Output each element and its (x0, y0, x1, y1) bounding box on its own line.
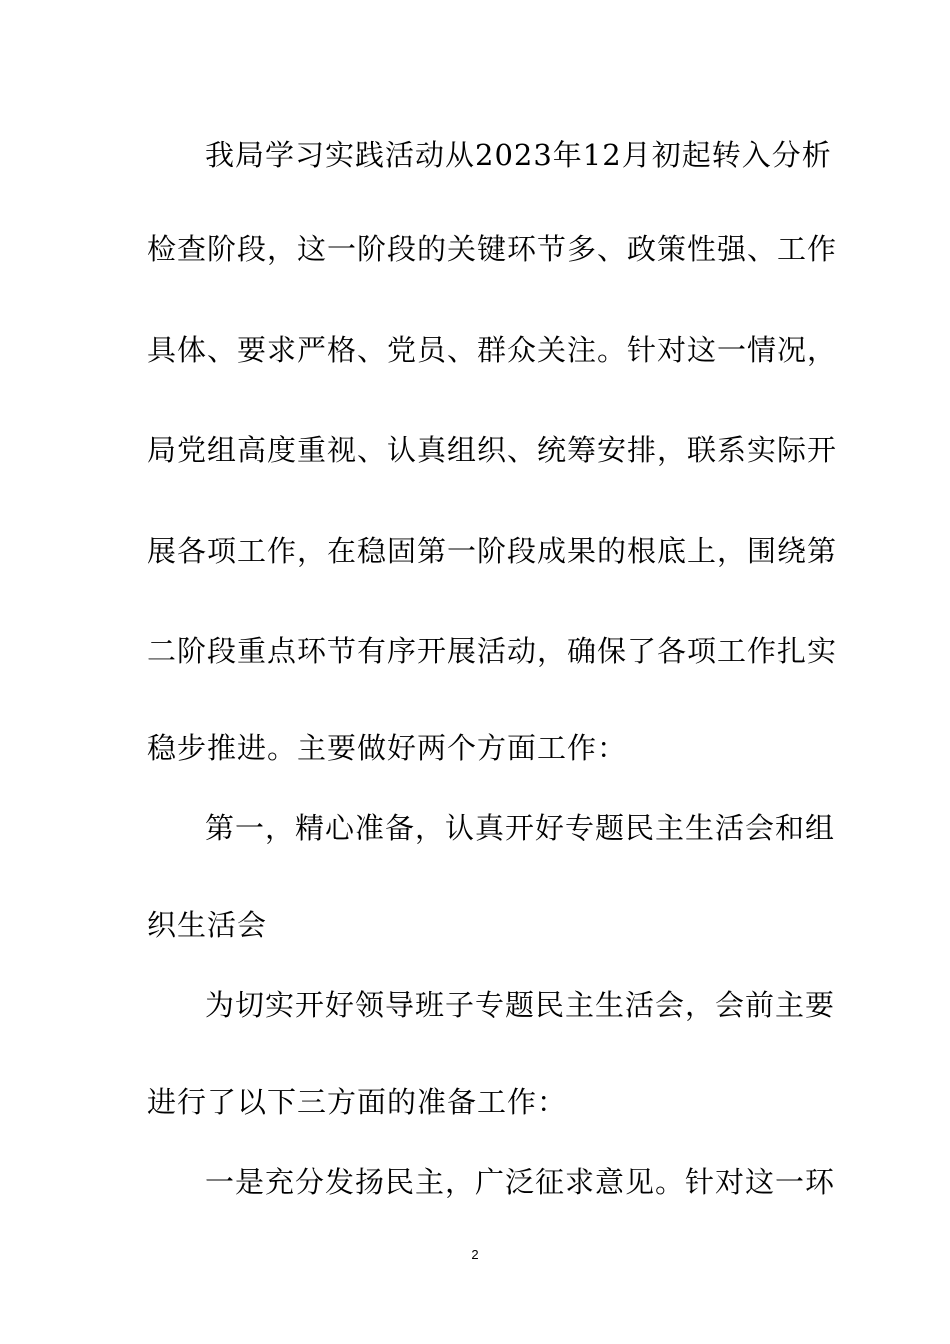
page-number: 2 (471, 1247, 479, 1262)
paragraph-line: 检查阶段，这一阶段的关键环节多、政策性强、工作 (147, 232, 838, 266)
paragraph-line: 我局学习实践活动从2023年12月初起转入分析 (205, 138, 832, 172)
section-heading-line: 第一，精心准备，认真开好专题民主生活会和组 (205, 811, 836, 845)
paragraph-line: 展各项工作，在稳固第一阶段成果的根底上，围绕第 (147, 534, 838, 568)
section-heading-line: 织生活会 (147, 908, 268, 942)
paragraph-line: 具体、要求严格、党员、群众关注。针对这一情况， (147, 333, 838, 367)
paragraph-line: 二阶段重点环节有序开展活动，确保了各项工作扎实 (147, 634, 838, 668)
paragraph-line: 为切实开好领导班子专题民主生活会，会前主要 (205, 988, 836, 1022)
paragraph-line: 稳步推进。主要做好两个方面工作： (147, 731, 628, 765)
paragraph-line: 局党组高度重视、认真组织、统筹安排，联系实际开 (147, 433, 838, 467)
paragraph-line: 一是充分发扬民主，广泛征求意见。针对这一环 (205, 1165, 836, 1199)
paragraph-line: 进行了以下三方面的准备工作： (147, 1085, 568, 1119)
